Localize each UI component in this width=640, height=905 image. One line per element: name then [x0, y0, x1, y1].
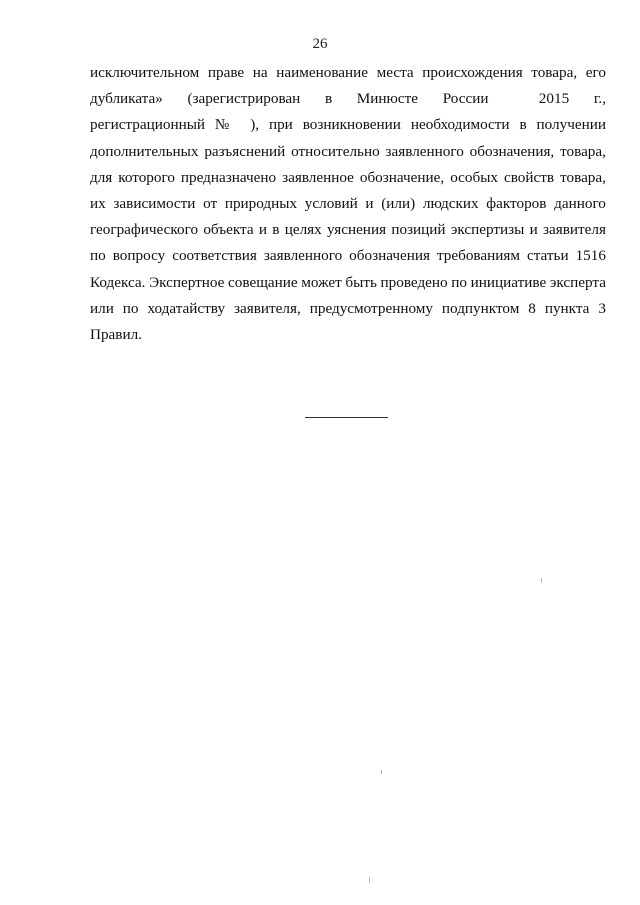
word: быть	[345, 273, 377, 291]
word: уяснения	[327, 221, 387, 239]
word: целях	[284, 221, 322, 239]
blank-gap	[239, 115, 240, 135]
word: пункта	[544, 299, 590, 317]
word: праве	[207, 64, 245, 81]
word: совещание	[228, 273, 298, 291]
word: и	[529, 221, 538, 239]
word: Экспертное	[149, 273, 225, 291]
word: требованиям	[436, 247, 520, 265]
word: людских	[422, 195, 479, 212]
text-line	[90, 89, 606, 109]
word: в	[519, 116, 527, 134]
word: (зарегистрирован	[187, 90, 301, 108]
word: его	[585, 64, 606, 81]
word: 8	[528, 299, 536, 317]
word: ),	[250, 116, 260, 134]
word: России	[442, 90, 489, 108]
word: для	[90, 168, 113, 186]
word: по	[451, 273, 468, 291]
text-line	[90, 168, 606, 188]
blank-gap	[513, 89, 514, 109]
word: может	[301, 273, 342, 291]
word: соответствия	[172, 247, 257, 265]
word: наименование	[276, 64, 369, 81]
word: заявленного	[263, 247, 343, 265]
text-line	[90, 246, 606, 266]
word: особых	[450, 168, 499, 186]
word: которого	[118, 168, 175, 186]
text-line	[90, 299, 606, 319]
scan-speck	[541, 578, 542, 583]
scan-speck	[369, 877, 370, 883]
word: 2015	[538, 90, 570, 108]
word: подпунктом	[441, 299, 520, 317]
word: №	[214, 116, 230, 134]
word: заявителя	[543, 221, 606, 239]
separator-rule	[305, 417, 388, 418]
word: 1516	[575, 247, 606, 265]
word: по	[122, 299, 139, 317]
word: дубликата»	[90, 90, 163, 108]
text-line	[90, 220, 606, 240]
word: ходатайству	[147, 299, 226, 317]
word: регистрационный	[90, 116, 206, 134]
word: данного	[554, 195, 606, 212]
word: на	[252, 64, 268, 81]
word: заявителя,	[234, 299, 301, 317]
word: получении	[536, 116, 606, 134]
word: товара,	[560, 168, 606, 186]
word: происхождения	[422, 64, 523, 81]
text-line	[90, 194, 606, 214]
text-line	[90, 115, 606, 135]
word: зависимости	[113, 195, 196, 212]
word: объекта	[203, 221, 254, 239]
word: предназначено	[180, 168, 277, 186]
word: Правил.	[90, 326, 142, 343]
page-number: 26	[312, 36, 328, 52]
word: 3	[598, 299, 606, 317]
word: предусмотренному	[309, 299, 433, 317]
word: факторов	[486, 195, 547, 212]
word: обозначения,	[469, 142, 555, 160]
word: г.,	[593, 90, 606, 108]
text-line	[90, 63, 606, 83]
word: в	[272, 221, 280, 239]
word: товара,	[531, 64, 578, 81]
word: в	[324, 90, 333, 108]
word: вопросу	[112, 247, 166, 265]
word: обозначения	[349, 247, 430, 265]
word: обозначение,	[359, 168, 445, 186]
word: дополнительных	[90, 142, 199, 160]
word: условий	[304, 195, 358, 212]
word: или	[90, 299, 114, 317]
text-line	[90, 142, 606, 162]
scan-speck	[381, 770, 382, 774]
word: при	[268, 116, 293, 134]
word: проведено	[380, 273, 448, 291]
word: и	[258, 221, 267, 239]
word: позиций	[391, 221, 446, 239]
word: и	[365, 195, 374, 212]
word: разъяснений	[204, 142, 286, 160]
text-line	[90, 273, 606, 293]
word: товара,	[560, 142, 606, 160]
word: эксперта	[549, 273, 606, 291]
word: экспертизы	[450, 221, 525, 239]
word: заявленного	[385, 142, 464, 160]
word: Минюсте	[356, 90, 419, 108]
word: статьи	[526, 247, 569, 265]
word: по	[90, 247, 106, 265]
word: (или)	[381, 195, 416, 212]
word: исключительном	[90, 64, 200, 81]
word: географического	[90, 221, 199, 239]
word: относительно	[291, 142, 380, 160]
word: природных	[224, 195, 298, 212]
word: Кодекса.	[90, 273, 146, 291]
word: необходимости	[410, 116, 510, 134]
word: их	[90, 195, 106, 212]
word: свойств	[504, 168, 555, 186]
word: места	[376, 64, 414, 81]
word: заявленное	[282, 168, 354, 186]
word: инициативе	[470, 273, 547, 291]
text-line	[90, 325, 606, 345]
word: от	[203, 195, 218, 212]
word: возникновении	[302, 116, 401, 134]
